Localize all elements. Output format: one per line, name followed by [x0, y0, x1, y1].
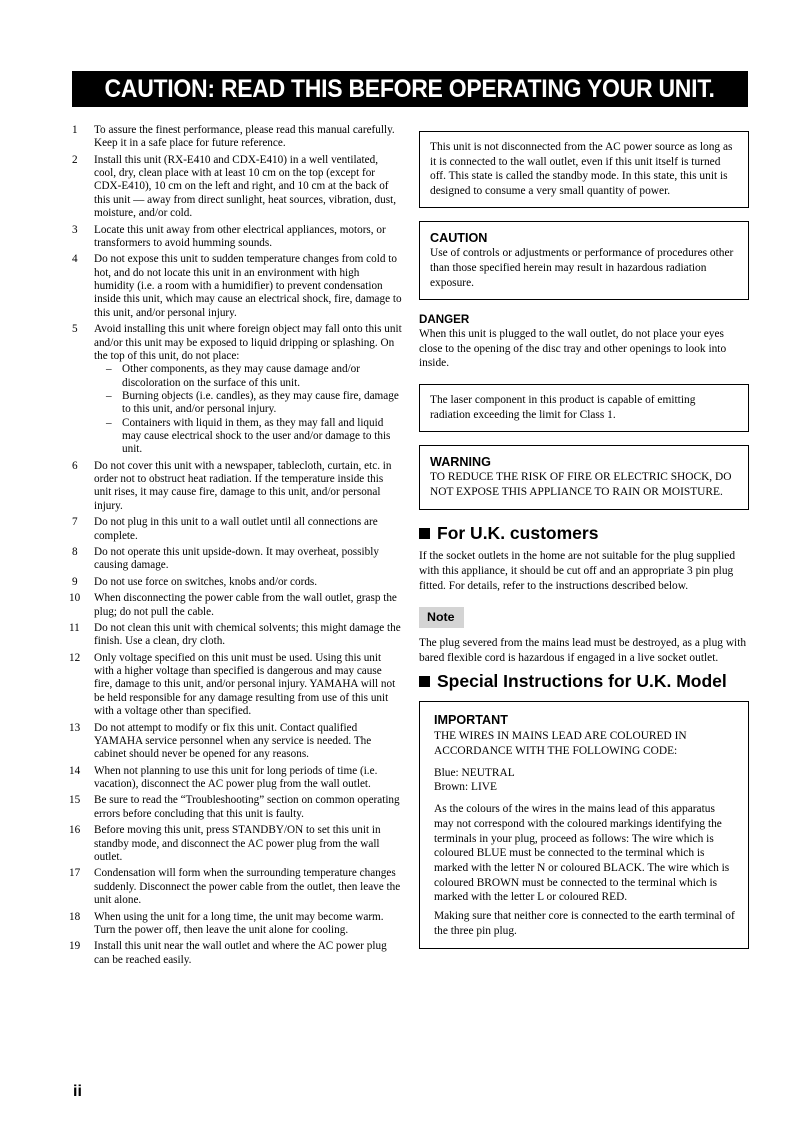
important-box-heading: IMPORTANT	[434, 713, 508, 728]
important-box-line-3: Brown: LIVE	[434, 781, 497, 794]
sub-list	[106, 363, 402, 456]
list-item-text: When disconnecting the power cable from the wall outlet, grasp the plug; do not pull the cable.	[94, 592, 397, 618]
uk-customers-heading	[419, 523, 749, 544]
caution-box	[419, 221, 749, 300]
list-item	[72, 154, 402, 221]
important-box-line-4: As the colours of the wires in the mains lead of this apparatus may not correspond with the coloured markings identifying the terminals in your plug, proceed as follows: The wire which is coloured BLUE must be connected to the terminal which is marked with the letter N or coloured BLACK. The wire which is coloured BROWN must be connected to the terminal which is marked with the letter L or coloured RED.	[434, 803, 730, 904]
list-item	[69, 592, 402, 619]
list-item-text: Do not plug in this unit to a wall outlet until all connections are complete.	[94, 516, 378, 542]
important-box-line-5: Making sure that neither core is connected to the earth terminal of the three pin plug.	[434, 910, 735, 937]
list-item-text: When using the unit for a long time, the unit may become warm. Turn the power off, then leave the unit alone for cooling.	[94, 910, 384, 936]
standby-notice-text: This unit is not disconnected from the AC power source as long as it is connected to the wall outlet, even if this unit itself is turned off. This state is called the standby mode. In this state, this unit is designed to consume a very small quantity of power.	[430, 141, 733, 197]
list-item-text: Locate this unit away from other electrical appliances, motors, or transformers to avoid humming sounds.	[94, 223, 386, 249]
safety-instructions-list	[69, 124, 402, 967]
list-item-text: Install this unit (RX-E410 and CDX-E410) in a well ventilated, cool, dry, clean place with at least 10 cm on the top (except for CDX-E410), 10 cm on the left and right, and 10 cm at the back of this unit — away from direct sunlight, heat sources, vibration, dust, moisture, and/or cold.	[94, 153, 397, 220]
list-item-number: 14	[69, 764, 81, 777]
list-item	[72, 323, 402, 456]
dash-bullet-icon: –	[106, 389, 112, 402]
caution-box-text: Use of controls or adjustments or performance of procedures other than those specified herein may result in hazardous radiation exposure.	[430, 247, 734, 289]
list-item	[72, 516, 402, 543]
list-item	[72, 253, 402, 320]
list-item-number: 13	[69, 721, 81, 734]
list-item-number: 15	[69, 794, 81, 807]
warning-box-text: TO REDUCE THE RISK OF FIRE OR ELECTRIC SHOCK, DO NOT EXPOSE THIS APPLIANCE TO RAIN OR MOISTURE.	[430, 471, 732, 498]
list-item	[69, 764, 402, 792]
laser-notice-box	[419, 384, 749, 432]
list-item-number: 6	[72, 459, 78, 472]
left-column	[69, 124, 402, 970]
standby-notice-box	[419, 131, 749, 208]
dash-bullet-icon: –	[106, 416, 112, 429]
sub-list-item	[106, 417, 402, 457]
list-item	[69, 940, 402, 967]
list-item-text: When not planning to use this unit for long periods of time (i.e. vacation), disconnect the AC power plug from the wall outlet.	[94, 764, 378, 791]
list-item-number: 8	[72, 545, 78, 558]
list-item	[69, 867, 402, 907]
warning-box-heading: WARNING	[430, 455, 491, 470]
list-item-number: 9	[72, 575, 78, 588]
list-item	[72, 546, 402, 573]
important-box	[419, 701, 749, 949]
list-item	[72, 460, 402, 513]
laser-notice-text: The laser component in this product is capable of emitting radiation exceeding the limit for Class 1.	[430, 393, 696, 421]
list-item-number: 17	[69, 867, 81, 880]
note-badge-wrapper	[419, 598, 749, 636]
list-item-text: Only voltage specified on this unit must be used. Using this unit with a higher voltage than specified is dangerous and may cause fire, damage to this unit, and/or personal injury. YAMAHA will not be held responsible for any damage resulting from use of this unit with a voltage other than specified.	[94, 651, 396, 718]
list-item-number: 5	[72, 323, 78, 336]
list-item-text: Be sure to read the “Troubleshooting” section on common operating errors before concluding that this unit is faulty.	[94, 794, 400, 820]
important-box-line-2: Blue: NEUTRAL	[434, 766, 515, 779]
sub-list-item	[106, 363, 402, 390]
list-item	[69, 910, 402, 938]
right-column	[419, 131, 749, 949]
sub-list-wrapper	[106, 363, 402, 456]
list-item-number: 2	[72, 153, 78, 166]
sub-list-item-text: Containers with liquid in them, as they may fall and liquid may cause electrical shock to the user and/or damage to this unit.	[122, 416, 391, 456]
black-square-bullet-icon	[419, 676, 430, 687]
list-item-text: To assure the finest performance, please read this manual carefully. Keep it in a safe place for future reference.	[94, 124, 395, 150]
list-item-number: 3	[72, 223, 78, 236]
list-item	[69, 794, 402, 821]
list-item-text: Do not use force on switches, knobs and/or cords.	[94, 575, 318, 588]
sub-list-item-text: Burning objects (i.e. candles), as they may cause fire, damage to this unit, and/or personal injury.	[122, 389, 399, 416]
list-item-number: 7	[72, 516, 78, 529]
sub-list-item-text: Other components, as they may cause damage and/or discoloration on the surface of this unit.	[122, 363, 360, 389]
page-number: ii	[73, 1083, 82, 1100]
caution-banner	[72, 71, 748, 107]
spacer	[434, 759, 736, 766]
list-item-text: Do not operate this unit upside-down. It may overheat, possibly causing damage.	[94, 545, 379, 572]
list-item	[72, 124, 402, 151]
uk-model-heading-text: Special Instructions for U.K. Model	[437, 671, 727, 692]
danger-heading: DANGER	[419, 313, 470, 327]
list-item-text: Before moving this unit, press STANDBY/ON to set this unit in standby mode, and disconnect the AC power plug from the wall outlet.	[94, 824, 381, 863]
caution-banner-title: CAUTION: READ THIS BEFORE OPERATING YOUR UNIT.	[104, 74, 716, 103]
list-item-number: 11	[69, 621, 80, 634]
uk-customers-paragraph: If the socket outlets in the home are not suitable for the plug supplied with this appliance, it should be cut off and an appropriate 3 pin plug fitted. For details, refer to the instructions described below.	[419, 550, 736, 592]
list-item-text: Do not cover this unit with a newspaper, tablecloth, curtain, etc. in order not to obstruct heat radiation. If the temperature inside this unit rises, it may cause fire, damage to this unit, and/or personal injury.	[94, 459, 392, 512]
list-item	[69, 824, 402, 864]
caution-box-heading: CAUTION	[430, 231, 488, 246]
list-item-number: 10	[69, 592, 81, 605]
black-square-bullet-icon	[419, 528, 430, 539]
note-text: The plug severed from the mains lead must be destroyed, as a plug with bared flexible cord is hazardous if engaged in a live socket outlet.	[419, 636, 747, 664]
list-item	[69, 721, 402, 762]
list-item-number: 18	[69, 910, 81, 923]
list-item-text: Install this unit near the wall outlet and where the AC power plug can be reached easily.	[94, 940, 387, 966]
list-item-number: 4	[72, 253, 78, 266]
warning-box	[419, 445, 749, 510]
important-box-line-1: THE WIRES IN MAINS LEAD ARE COLOURED IN ACCORDANCE WITH THE FOLLOWING CODE:	[434, 730, 687, 757]
uk-customers-heading-text: For U.K. customers	[437, 523, 599, 544]
list-item	[72, 224, 402, 251]
list-item	[69, 621, 402, 649]
list-item-number: 1	[72, 124, 78, 136]
sub-list-item	[106, 390, 402, 417]
uk-model-heading	[419, 671, 749, 692]
danger-text: When this unit is plugged to the wall outlet, do not place your eyes close to the opening of the disc tray and other openings to look into inside.	[419, 328, 727, 370]
list-item-text: Avoid installing this unit where foreign object may fall onto this unit and/or this unit may be exposed to liquid dripping or splashing. On the top of this unit, do not place:	[94, 323, 402, 362]
list-item-number: 19	[69, 940, 81, 953]
list-item-text: Do not attempt to modify or fix this unit. Contact qualified YAMAHA service personnel when any service is needed. The cabinet should never be opened for any reasons.	[94, 721, 372, 761]
list-item-text: Condensation will form when the surrounding temperature changes suddenly. Disconnect the power cable from the outlet, then leave the unit alone.	[94, 867, 401, 907]
dash-bullet-icon: –	[106, 363, 112, 376]
danger-block	[419, 313, 749, 371]
list-item-text: Do not clean this unit with chemical solvents; this might damage the finish. Use a clean, dry cloth.	[94, 621, 401, 648]
list-item-number: 16	[69, 824, 81, 837]
list-item-text: Do not expose this unit to sudden temperature changes from cold to hot, and do not locate this unit in an environment with high humidity (i.e. a room with a humidifier) to prevent condensation inside this unit, which may cause an electrical shock, fire, damage to this unit, and/or personal injury.	[94, 253, 402, 319]
note-badge: Note	[419, 607, 464, 628]
spacer	[434, 795, 736, 802]
list-item-number: 12	[69, 651, 81, 664]
list-item	[69, 651, 402, 719]
list-item	[72, 576, 402, 589]
